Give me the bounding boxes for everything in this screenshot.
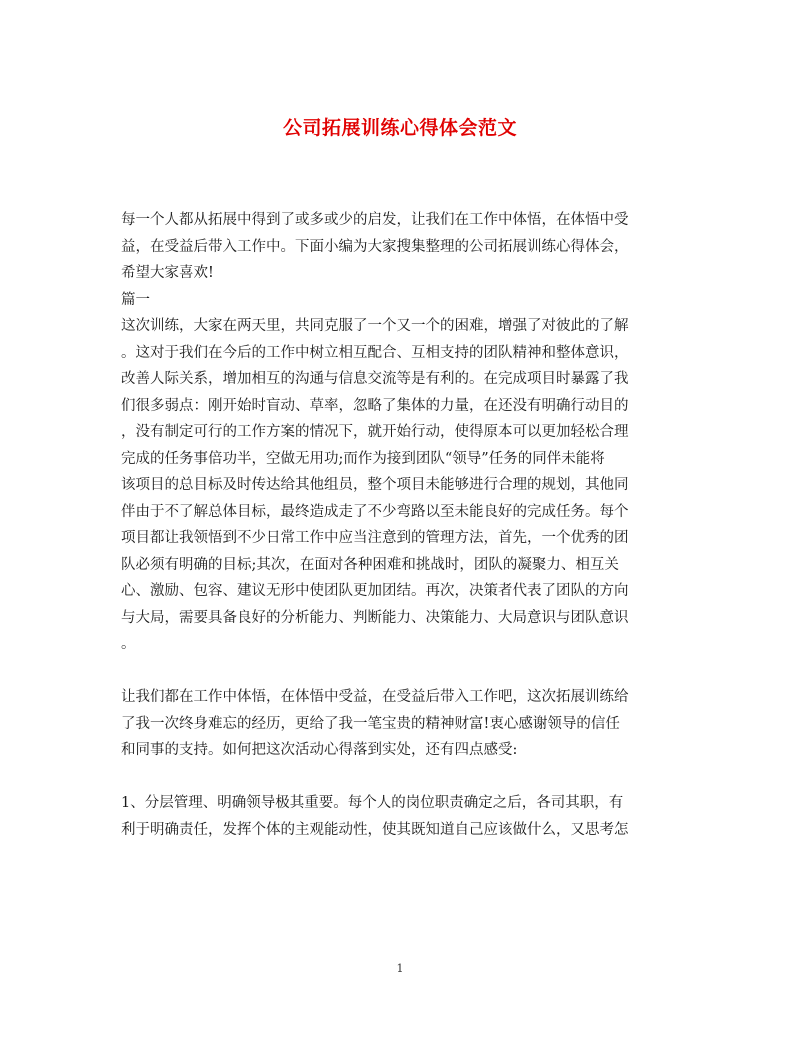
text-line: ，没有制定可行的工作方案的情况下，就开始行动，使得原本可以更加轻松合理 bbox=[121, 424, 629, 440]
text-line: 了我一次终身难忘的经历，更给了我一笔宝贵的精神财富!衷心感谢领导的信任 bbox=[121, 715, 620, 732]
text-line: 让我们都在工作中体悟，在体悟中受益，在受益后带入工作吧，这次拓展训练给 bbox=[121, 689, 629, 705]
text-line: 伴由于不了解总体目标，最终造成走了不少弯路以至未能良好的完成任务。每个 bbox=[121, 503, 629, 520]
text-line: 与大局，需要具备良好的分析能力、判断能力、决策能力、大局意识与团队意识 bbox=[121, 609, 629, 626]
paragraph-3 bbox=[121, 790, 671, 843]
text-line: 完成的任务事倍功半，空做无用功;而作为接到团队“领导”任务的同伴未能将 bbox=[121, 450, 605, 467]
text-line: 和同事的支持。如何把这次活动心得落到实处，还有四点感受: bbox=[121, 742, 518, 758]
document-title: 公司拓展训练心得体会范文 bbox=[282, 117, 517, 139]
document-body bbox=[121, 207, 671, 843]
text-line: 希望大家喜欢! bbox=[121, 265, 214, 281]
text-line: 该项目的总目标及时传达给其他组员，整个项目未能够进行合理的规划，其他同 bbox=[121, 477, 629, 493]
paragraph-1 bbox=[121, 313, 671, 658]
paragraph-spacer bbox=[121, 658, 671, 685]
text-line: 这次训练，大家在两天里，共同克服了一个又一个的困难，增强了对彼此的了解 bbox=[121, 318, 629, 334]
text-line: 项目都让我领悟到不少日常工作中应当注意到的管理方法，首先，一个优秀的团 bbox=[121, 530, 629, 546]
text-line: 。这对于我们在今后的工作中树立相互配合、互相支持的团队精神和整体意识， bbox=[121, 344, 629, 361]
text-line: 改善人际关系，增加相互的沟通与信息交流等是有利的。在完成项目时暴露了我 bbox=[121, 371, 629, 387]
section-label: 篇一 bbox=[121, 291, 150, 308]
text-line: 们很多弱点：刚开始时盲动、草率，忽略了集体的力量，在还没有明确行动目的 bbox=[121, 397, 629, 414]
intro-paragraph bbox=[121, 207, 671, 287]
text-line: 心、激励、包容、建议无形中使团队更加团结。再次，决策者代表了团队的方向 bbox=[121, 583, 629, 599]
text-line: 利于明确责任，发挥个体的主观能动性，使其既知道自己应该做什么，又思考怎 bbox=[121, 821, 629, 838]
text-line: 队必须有明确的目标;其次，在面对各种困难和挑战时，团队的凝聚力、相互关 bbox=[121, 556, 619, 573]
page-number: 1 bbox=[396, 962, 404, 975]
text-line: 1、分层管理、明确领导极其重要。每个人的岗位职责确定之后，各司其职，有 bbox=[121, 795, 624, 811]
paragraph-2 bbox=[121, 684, 671, 764]
text-line: 益，在受益后带入工作中。下面小编为大家搜集整理的公司拓展训练心得体会， bbox=[121, 238, 629, 255]
text-line: 每一个人都从拓展中得到了或多或少的启发，让我们在工作中体悟，在体悟中受 bbox=[121, 212, 629, 228]
text-line: 。 bbox=[121, 636, 136, 652]
paragraph-spacer bbox=[121, 764, 671, 791]
